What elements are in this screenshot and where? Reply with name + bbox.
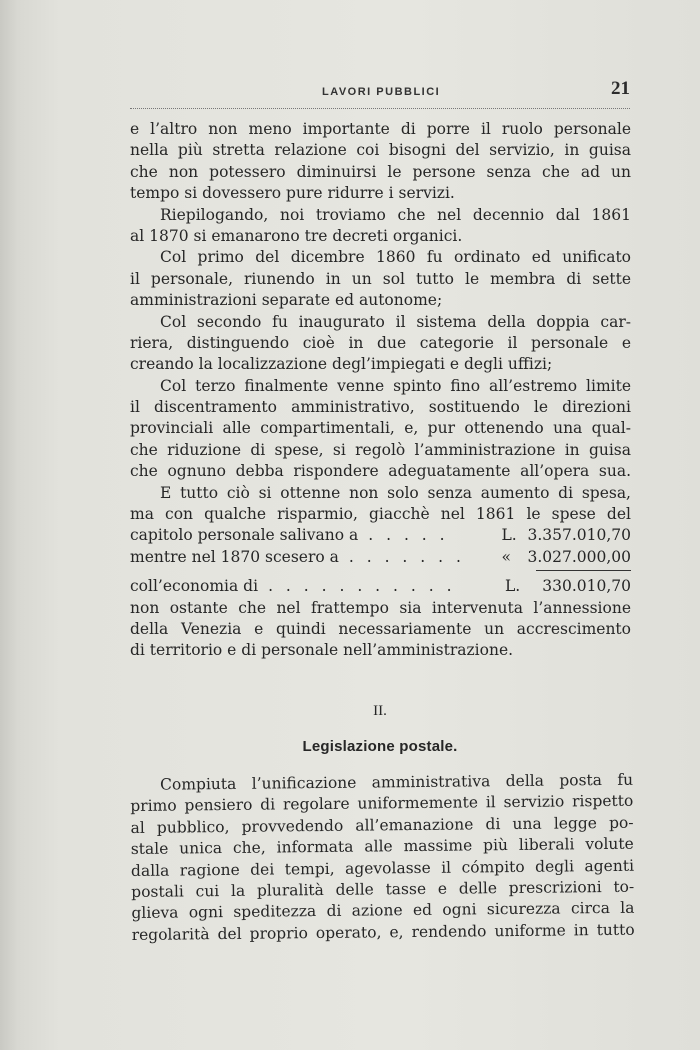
text-line: tempo si dovessero pure ridurre i servizi. — [130, 184, 455, 203]
text-line: Col primo del dicembre 1860 fu ordinato ed unificato — [160, 248, 631, 267]
currency-mark: L. — [501, 526, 517, 545]
text-line: Compiuta l’unificazione amministrativa della posta fu — [160, 770, 634, 794]
text-line: che riduzione di spese, si regolò l’amministrazione in guisa — [130, 440, 631, 459]
sum-rule-line — [536, 570, 631, 571]
text-line: Riepilogando, noi troviamo che nel decennio dal 1861 — [160, 205, 631, 224]
text-line: che non potessero diminuirsi le persone senza che ad un — [130, 162, 631, 181]
text-line: e l’altro non meno importante di porre il ruolo personale — [130, 120, 631, 138]
text-line: riera, distinguendo cioè in due categorie il personale e — [130, 333, 631, 352]
currency-mark: « — [501, 547, 511, 566]
running-title: LAVORI PUBBLICI — [322, 86, 441, 98]
text-line: Col secondo fu inaugurato il sistema della doppia car- — [160, 312, 631, 331]
page-number: 21 — [611, 78, 630, 99]
text-line: al 1870 si emanarono tre decreti organici. — [130, 226, 463, 245]
amount-row-3 — [130, 576, 631, 597]
text-line: della Venezia e quindi necessariamente un accrescimento — [130, 619, 631, 638]
body-text-bottom — [130, 770, 635, 946]
text-line: non ostante che nel frattempo sia intervenuta l’annessione — [130, 598, 631, 617]
leader-dots: . . . . . — [368, 526, 449, 545]
running-header — [130, 78, 630, 109]
amount-value: 330.010,70 — [542, 577, 631, 596]
text-line: dalla ragione dei tempi, agevolasse il cómpito degli agenti — [130, 856, 635, 880]
leader-dots: . . . . . . . — [348, 547, 465, 566]
text-line: postali cui la pluralità delle tasse e delle prescrizioni to- — [131, 877, 635, 901]
text-line: provinciali alle compartimentali, e, pur ottenendo una qual- — [130, 419, 631, 438]
text-line: regolarità del proprio operato, e, rendendo uniforme in tutto — [131, 920, 635, 944]
text-line: nella più stretta relazione coi bisogni del servizio, in guisa — [130, 141, 631, 160]
text-line: Col terzo finalmente venne spinto fino all’estremo limite — [160, 376, 631, 395]
text-line: glieva ogni speditezza di azione ed ogni sicurezza circa la — [131, 899, 635, 923]
text-line: amministrazioni separate ed autonome; — [130, 291, 443, 310]
currency-mark: L. — [505, 577, 521, 596]
text-line: primo pensiero di regolare uniformemente il servizio rispetto — [130, 792, 634, 816]
sum-rule — [130, 568, 631, 576]
text-line: ma con qualche risparmio, giacchè nel 1861 le spese del — [130, 505, 631, 524]
text-line: il discentramento amministrativo, sostituendo le direzioni — [130, 398, 631, 417]
amount-value: 3.357.010,70 — [527, 526, 631, 545]
body-text-top — [130, 119, 631, 662]
text-line: il personale, riunendo in un sol tutto le membra di sette — [130, 269, 631, 288]
amount-row-1 — [130, 525, 631, 546]
text-line: di territorio e di personale nell’amministrazione. — [130, 641, 514, 660]
amount-label: coll’economia di — [130, 577, 259, 596]
amount-label: capitolo personale salivano a — [130, 526, 359, 545]
text-line: che ognuno debba rispondere adeguatamente all’opera sua. — [130, 462, 631, 481]
amount-row-2 — [130, 547, 631, 568]
section-number: II. — [373, 703, 387, 719]
amount-value: 3.027.000,00 — [527, 547, 631, 566]
text-line: al pubblico, provvedendo all’emanazione di una legge po- — [130, 813, 634, 837]
leader-dots: . . . . . . . . . . . — [268, 577, 456, 596]
section-title: Legislazione postale. — [302, 738, 458, 755]
text-line: creando la localizzazione degl’impiegati e degli uffizi; — [130, 355, 553, 374]
text-line: E tutto ciò si ottenne non solo senza aumento di spesa, — [160, 483, 631, 502]
text-line: stale unica che, informata alle massime più liberali volute — [130, 834, 634, 859]
amount-label: mentre nel 1870 scesero a — [130, 547, 339, 566]
